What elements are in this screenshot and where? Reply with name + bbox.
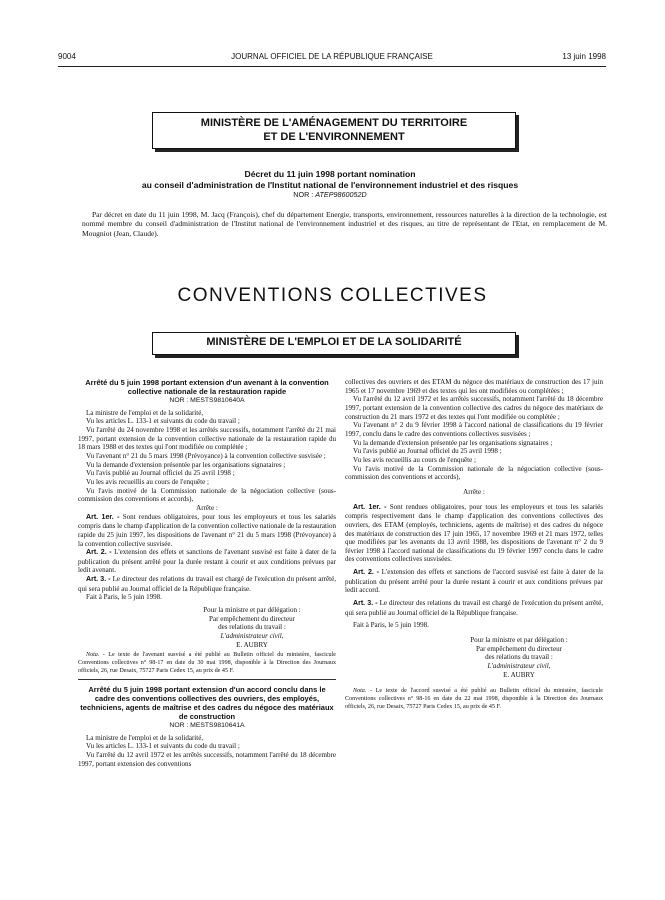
text-paragraph: Vu les avis recueillis au cours de l'enquête ; [353, 455, 476, 464]
fait-a-paris: Fait à Paris, le 5 juin 1998. [86, 593, 162, 602]
signatory-name: E. AUBRY [503, 670, 535, 679]
text-paragraph: La ministre de l'emploi et de la solidarité, [86, 733, 204, 742]
article-text: L'extension des effets et sanctions de l'accord susvisé est faite à dater de la publication du présent arrêté pour la durée restant à courir et aux conditions prévues par ledit accord. [345, 568, 603, 595]
arrete-1-title: Arrêté du 5 juin 1998 portant extension d'un avenant à la convention collective nationale de la restauration rapide [85, 378, 329, 396]
text-paragraph: collectives des ouvriers et des ETAM du négoce des matériaux de construction des 17 juin 1965 et 17 novembre 1969 et des textes qui les ont modifiées ou complétées ; [345, 378, 603, 395]
arrete-word: Arrête : [196, 503, 218, 512]
signature-title: L'administrateur civil, [220, 632, 284, 641]
header-rule [58, 66, 606, 67]
article-text: Le directeur des relations du travail est chargé de l'exécution du présent arrêté, qui sera publié au Journal officiel de la République française. [345, 599, 604, 617]
ministry-emploi-name: MINISTÈRE DE L'EMPLOI ET DE LA SOLIDARITÉ [206, 336, 462, 348]
text-paragraph: Vu l'arrêté du 24 novembre 1998 et les arrêtés successifs, notamment l'arrêté du 21 mai 1997, portant extension de la convention collective nationale de la restauration rapide du 18 mars 1988 et des textes qui l'ont modifiée ou complétée ; [78, 425, 336, 452]
separator-rule [78, 679, 336, 680]
article-3 [78, 575, 336, 593]
text-paragraph: Vu l'arrêté du 12 avril 1972 et les arrêtés successifs, notamment l'arrêté du 18 décembre 1997, portant extension des conventions [78, 751, 336, 768]
left-column [78, 378, 336, 768]
arrete-2-title: Arrêté du 5 juin 1998 portant extension d'un accord conclu dans le cadre des conventions collectives des ouvriers, des employés, techniciens, agents de maîtrise et des cadres du négoce des matériaux de construction [80, 685, 334, 722]
decree-title-line-2: au conseil d'administration de l'Institut national de l'environnement industriel et des risques [141, 179, 519, 190]
ministry-amenagement-box [152, 112, 516, 149]
text-paragraph: Vu l'avis motivé de la Commission nationale de la négociation collective (sous-commission des conventions et accords), [345, 464, 603, 482]
ministry-line-1: MINISTÈRE DE L'AMÉNAGEMENT DU TERRITOIRE [200, 117, 468, 129]
nota-text: Le texte de l'accord susvisé a été publié au Bulletin officiel du ministère, fascicule Conventions collectives n° 98-16 en date du 22 mai 1998, disponible à la Direction des Journaux officiels, 26, rue Desaix, 75727 Paris Cedex 15, au prix de 45 F. [345, 688, 603, 710]
signature-line: Pour la ministre et par délégation : [470, 636, 568, 645]
ministry-emploi-box [152, 332, 516, 355]
article-2 [345, 568, 603, 595]
signature-title: L'administrateur civil, [487, 662, 551, 671]
signature-line: Pour la ministre et par délégation : [203, 606, 301, 615]
article-text: Sont rendues obligatoires, pour tous les employeurs et tous les salariés compris dans le champ d'application de la convention collective nationale de la restauration rapide du 25 juin 1997, les dispositions de l'avenant n° 21 du 5 mars 1998 (Prévoyance) à la convention collective susvisée. [78, 512, 336, 548]
text-paragraph: Vu l'avis motivé de la Commission nationale de la négociation collective (sous-commission des conventions et accords), [78, 486, 336, 504]
signatory-name: E. AUBRY [236, 640, 268, 649]
right-column [345, 378, 603, 711]
text-paragraph: Vu l'arrêté du 12 avril 1972 et les arrêtés successifs, notamment l'arrêté du 18 décembre 1997, portant extension de la convention collective des cadres du négoce des matériaux de construction du 21 mars 1972 et des textes qui l'ont modifiée ou complétée ; [345, 395, 603, 421]
page-number: 9004 [58, 52, 76, 61]
decree-title-line-1: Décret du 11 juin 1998 portant nomination [244, 169, 416, 179]
text-paragraph: Vu les articles L. 133-1 et suivants du code du travail ; [86, 742, 240, 751]
decree-body: Par décret en date du 11 juin 1998, M. Jacq (François), chef du département Energie, transports, environnement, ressources naturelles à la direction de la technologie, est nommé membre du conseil d'administration de l'Institut national de l'environnement industriel et des risques, au titre de représentant de l'Etat, en remplacement de M. Mougniot (Jean, Claude). [82, 210, 607, 238]
article-label: Art. 2. - [353, 569, 380, 577]
nota [78, 652, 336, 675]
text-paragraph: Vu l'avis publié au Journal officiel du 25 avril 1998 ; [353, 447, 502, 456]
text-paragraph: Vu la demande d'extension présentée par les organisations signataires ; [353, 438, 553, 447]
nota [345, 688, 603, 711]
signature-line: Par empêchement du directeur [209, 614, 295, 623]
article-2 [78, 548, 336, 575]
article-label: Art. 1er. - [353, 503, 387, 511]
signature-line [435, 662, 603, 671]
arrete-word: Arrête : [463, 487, 485, 496]
article-label: Art. 1er. - [86, 513, 120, 521]
signature-line: des relations du travail : [218, 623, 286, 632]
article-1 [345, 503, 603, 565]
nota-label: Nota. - [86, 652, 105, 659]
article-label: Art. 3. - [86, 576, 111, 584]
arrete-1-nor: NOR : MESTS9810640A [169, 397, 245, 404]
article-text: Sont rendues obligatoires, pour tous les employeurs et tous les salariés compris respectivement dans le champ d'application des conventions collectives des ouvriers, des ETAM (employés, techniciens, agents de maîtrise) et des cadres du négoce des matériaux de construction des 17 juin 1965, 17 novembre 1969 et 21 mars 1972, telles que modifiées par les avenants du 13 avril 1988, les dispositions de l'avenant n° 2 du 9 février 1998 à l'accord national de classifications du 19 février 1997 conclu dans le cadre des conventions collectives susvisées. [345, 502, 603, 564]
article-text: Le directeur des relations du travail est chargé de l'exécution du présent arrêté, qui sera publié au Journal officiel de la République française. [78, 575, 337, 593]
journal-title: JOURNAL OFFICIEL DE LA RÉPUBLIQUE FRANÇAISE [231, 52, 433, 61]
nor-label: NOR : [293, 190, 314, 199]
signature-line: Par empêchement du directeur [476, 644, 562, 653]
decree-nor [80, 190, 580, 201]
text-paragraph: Vu les avis recueillis au cours de l'enquête ; [86, 477, 209, 486]
article-label: Art. 3. - [353, 600, 378, 608]
nota-label: Nota. - [353, 688, 373, 695]
text-paragraph: Vu les articles L. 133-1 et suivants du code du travail ; [86, 417, 240, 426]
decree-title [80, 169, 580, 201]
arrete-2-nor: NOR : MESTS9810641A [169, 722, 245, 730]
signature-line [168, 632, 336, 641]
issue-date: 13 juin 1998 [562, 52, 606, 61]
fait-a-paris: Fait à Paris, le 5 juin 1998. [353, 621, 429, 630]
nota-text: Le texte de l'avenant susvisé a été publié au Bulletin officiel du ministère, fascicule Conventions collectives n° 98-17 en date du 30 mai 1998, disponible à la Direction des Journaux officiels, 26, rue Desaix, 75727 Paris Cedex 15, au prix de 45 F. [78, 652, 336, 674]
text-paragraph: La ministre de l'emploi et de la solidarité, [86, 408, 204, 417]
ministry-line-2: ET DE L'ENVIRONNEMENT [263, 131, 405, 143]
running-header [58, 52, 606, 66]
article-3 [345, 599, 603, 617]
section-title: CONVENTIONS COLLECTIVES [177, 285, 488, 306]
article-text: L'extension des effets et sanctions de l'avenant susvisé est faite à dater de la publication du présent arrêté pour la durée restant à courir et aux conditions prévues par ledit avenant. [78, 548, 336, 575]
text-paragraph: Vu l'avenant n° 21 du 5 mars 1998 (Prévoyance) à la convention collective susvisée ; [86, 451, 326, 460]
text-paragraph: Vu l'avenant n° 2 du 9 février 1998 à l'accord national de classifications du 19 février 1997, conclu dans le cadre des conventions collectives susvisées ; [345, 421, 603, 438]
text-paragraph: Vu l'avis publié au Journal officiel du 25 avril 1998 ; [86, 469, 235, 478]
nor-code: ATEP9860052D [315, 190, 367, 199]
text-paragraph: Vu la demande d'extension présentée par les organisations signataires ; [86, 460, 286, 469]
article-label: Art. 2. - [86, 549, 112, 557]
signature-line: des relations du travail : [485, 653, 553, 662]
article-1 [78, 513, 336, 549]
